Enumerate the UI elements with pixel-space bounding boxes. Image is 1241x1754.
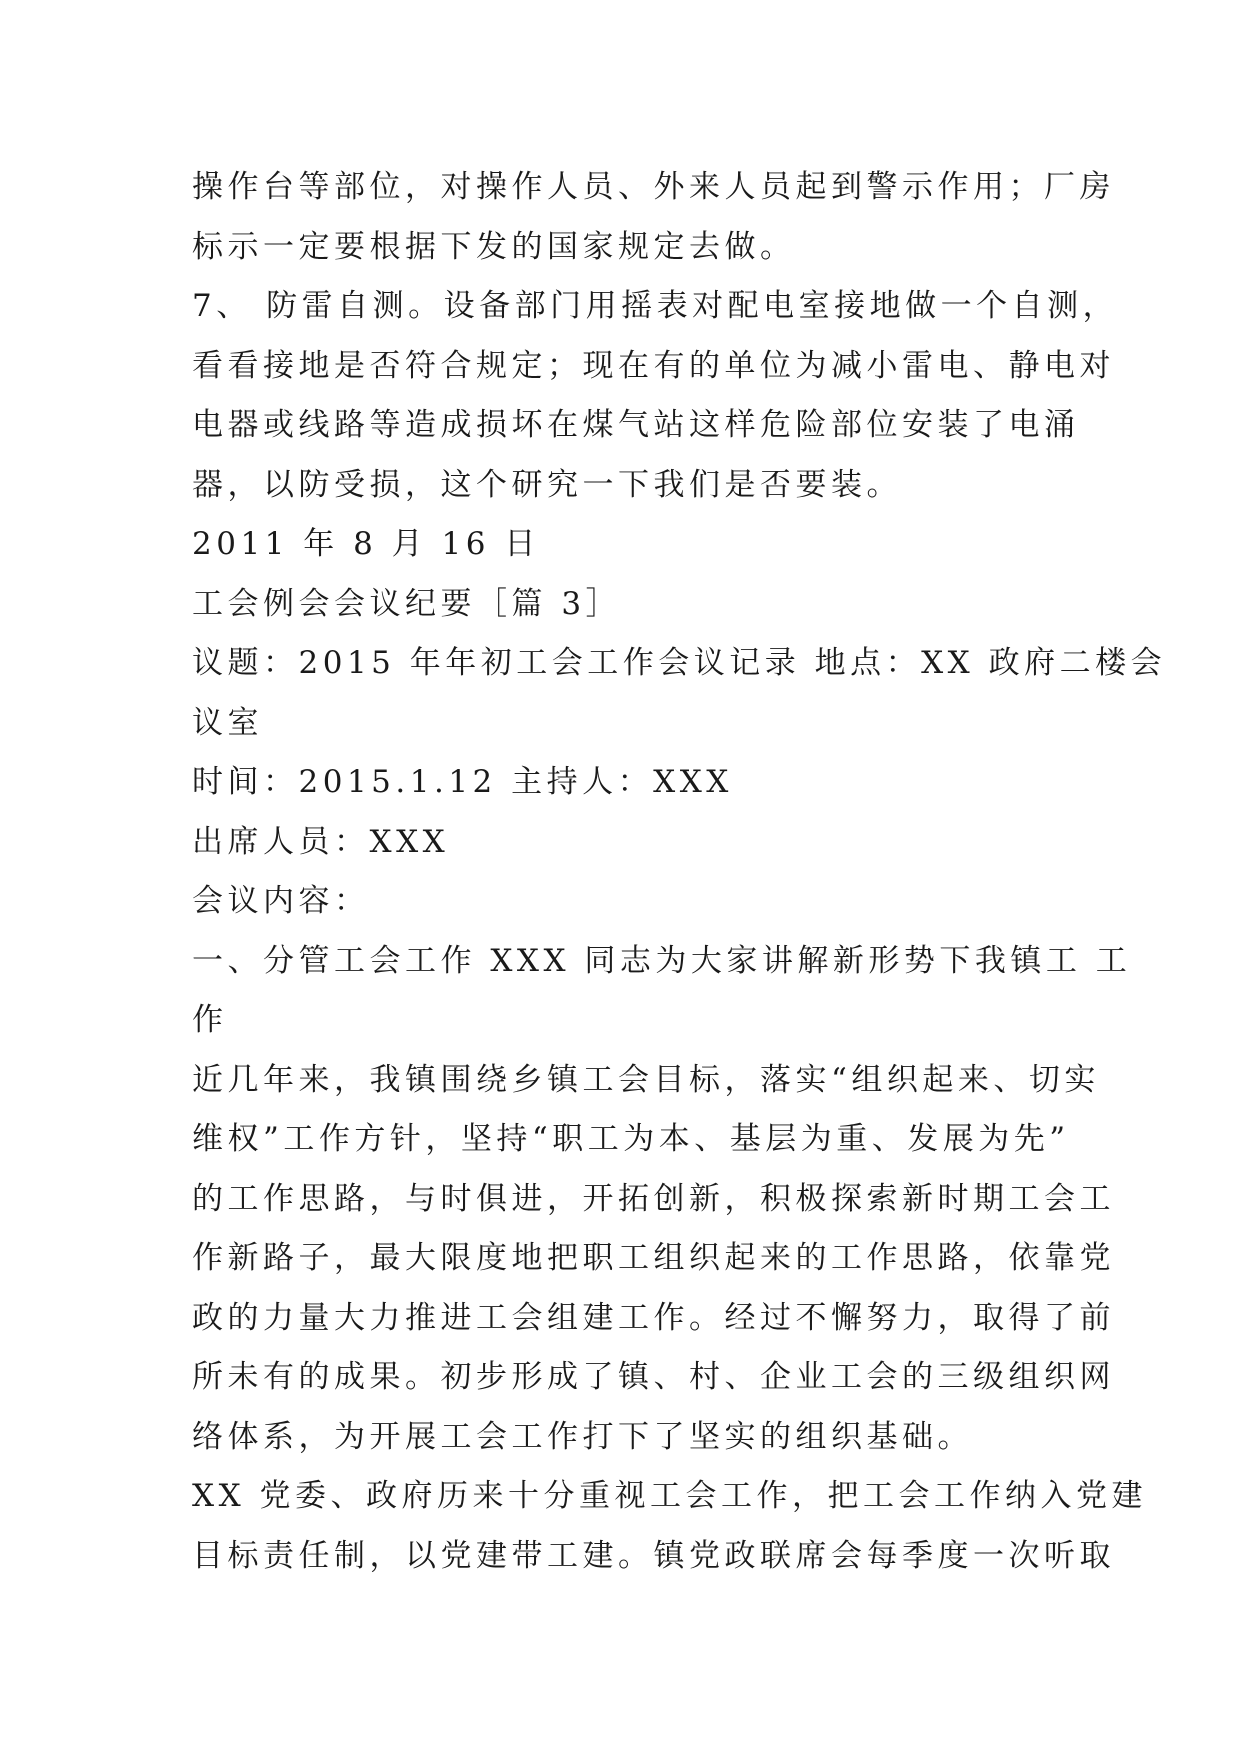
agenda-item-1: 一、分管工会工作 XXX 同志为大家讲解新形势下我镇工 工 [192, 942, 1132, 979]
text-line-5: 电器或线路等造成损坏在煤气站这样危险部位安装了电涌 [192, 407, 1080, 443]
date-line: 2011 年 8 月 16 日 [192, 526, 540, 562]
topic-location-continued: 议室 [192, 704, 263, 741]
meeting-content-label: 会议内容： [192, 883, 370, 919]
paragraph-line-7: 络体系，为开展工会工作打下了坚实的组织基础。 [192, 1418, 973, 1455]
list-item-7: 7、 防雷自测。设备部门用摇表对配电室接地做一个自测， [192, 288, 1119, 324]
paragraph-line-1: 近几年来，我镇围绕乡镇工会目标，落实“组织起来、切实 [192, 1061, 1100, 1098]
section-title: 工会例会会议纪要［篇 3］ [192, 585, 622, 622]
paragraph-line-4: 作新路子，最大限度地把职工组织起来的工作思路，依靠党 [192, 1240, 1115, 1276]
paragraph-line-3: 的工作思路，与时俱进，开拓创新，积极探索新时期工会工 [192, 1180, 1115, 1217]
text-line-1: 操作台等部位，对操作人员、外来人员起到警示作用；厂房 [192, 169, 1115, 205]
text-line-6: 器，以防受损，这个研究一下我们是否要装。 [192, 466, 902, 503]
text-line-2: 标示一定要根据下发的国家规定去做。 [192, 228, 796, 265]
agenda-item-1-continued: 作 [192, 1002, 228, 1038]
attendees-line: 出席人员：XXX [192, 823, 450, 860]
paragraph-line-6: 所未有的成果。初步形成了镇、村、企业工会的三级组织网 [192, 1359, 1115, 1395]
time-host-line: 时间：2015.1.12 主持人：XXX [192, 764, 733, 800]
paragraph2-line-2: 目标责任制，以党建带工建。镇党政联席会每季度一次听取 [192, 1537, 1115, 1574]
paragraph2-line-1: XX 党委、政府历来十分重视工会工作，把工会工作纳入党建 [192, 1478, 1147, 1514]
paragraph-line-2: 维权”工作方针，坚持“职工为本、基层为重、发展为先” [192, 1121, 1070, 1157]
paragraph-line-5: 政的力量大力推进工会组建工作。经过不懈努力，取得了前 [192, 1299, 1115, 1336]
topic-location-line: 议题：2015 年年初工会工作会议记录 地点：XX 政府二楼会 [192, 645, 1167, 681]
text-line-4: 看看接地是否符合规定；现在有的单位为减小雷电、静电对 [192, 347, 1115, 384]
document-body [192, 158, 1167, 1586]
